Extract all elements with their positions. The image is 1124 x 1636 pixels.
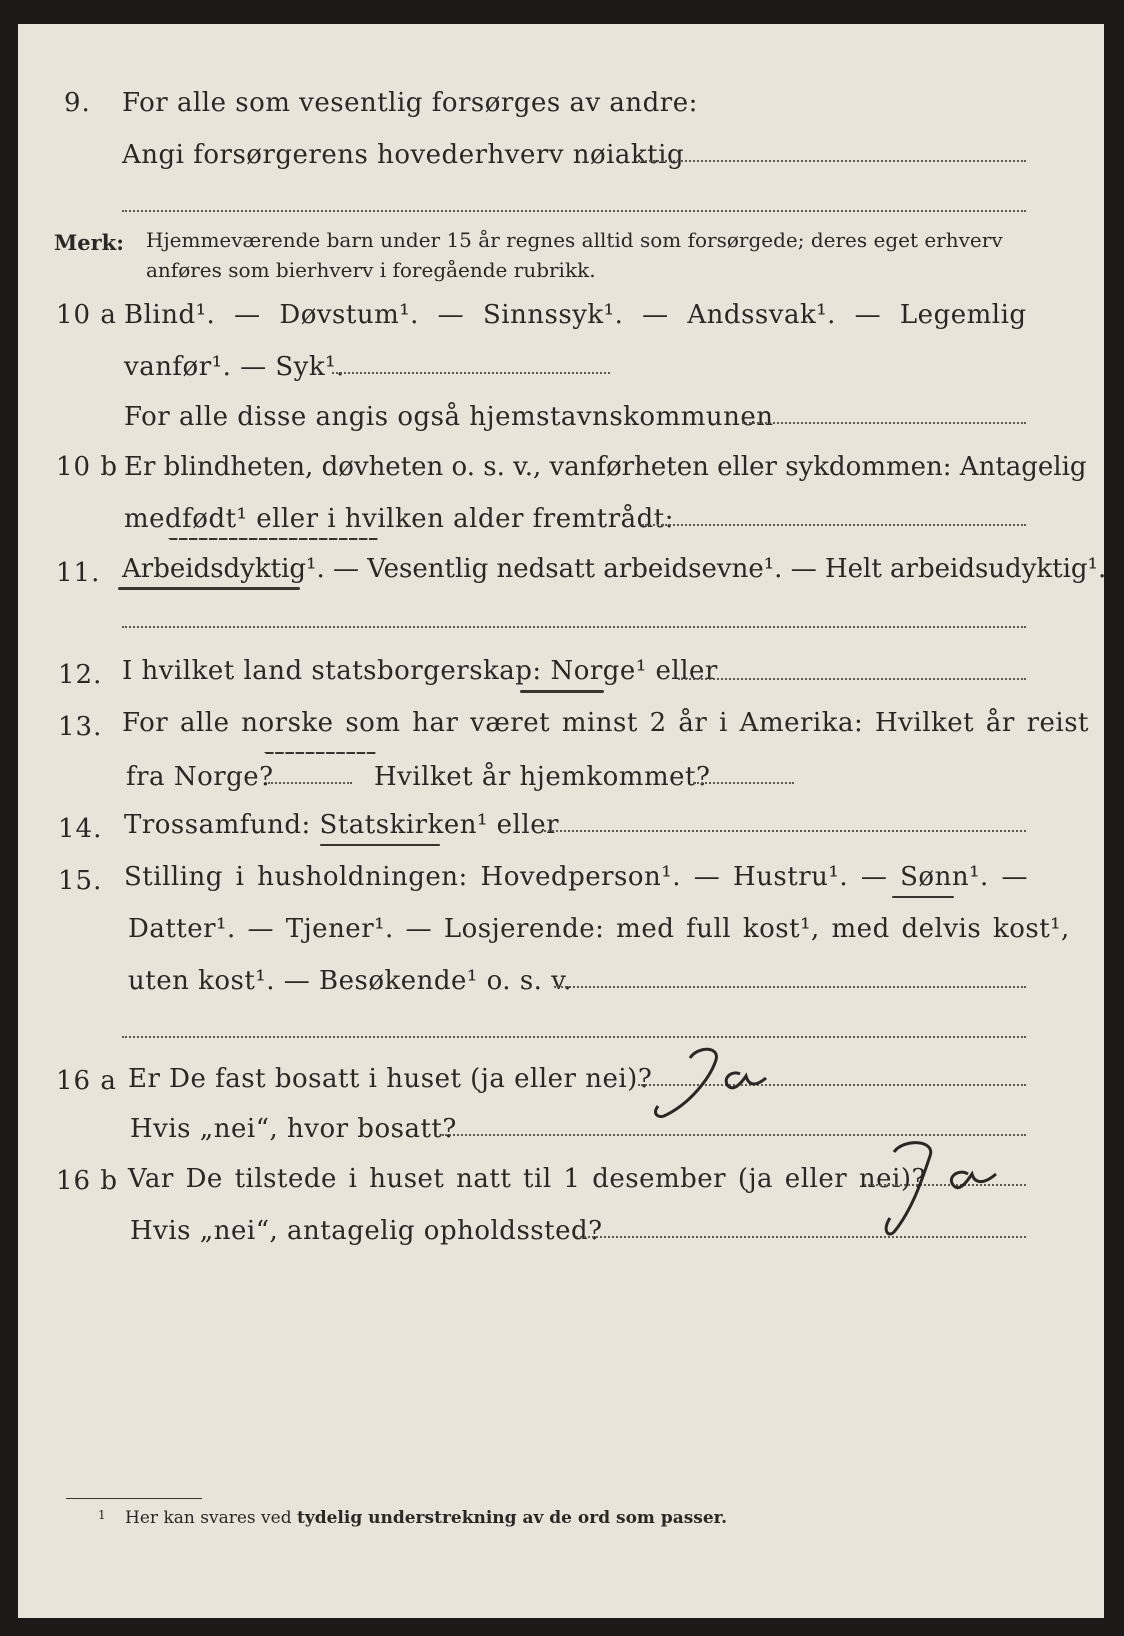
footnote-rule (66, 1498, 202, 1499)
question-number-16b: 16 b (56, 1166, 118, 1196)
q10a-line2: vanfør¹. — Syk¹. (124, 352, 345, 382)
q10b-line2: medfødt¹ eller i hvilken alder fremtrådt: (124, 504, 674, 534)
question-number-11: 11. (56, 558, 101, 588)
q16a-answer-glyph (650, 1044, 780, 1124)
q16a-line1: Er De fast bosatt i huset (ja eller nei)? (128, 1064, 653, 1094)
q14-underline-statskirken (320, 844, 440, 846)
census-form-page (18, 24, 1107, 1618)
merk-line1: Hjemmeværende barn under 15 år regnes alltid som forsørgede; deres eget erhverv (146, 228, 1003, 252)
question-number-10a: 10 a (56, 300, 117, 330)
q12-underline-norge (520, 690, 604, 693)
q12-answer-line (678, 678, 1026, 680)
q10b-handwritten-mark (168, 538, 378, 540)
q16a-line2: Hvis „nei“, hvor bosatt? (130, 1114, 457, 1144)
q16b-line2: Hvis „nei“, antagelig opholdssted? (130, 1216, 603, 1246)
q9-answer-line (638, 160, 1026, 162)
merk-label: Merk: (54, 230, 124, 255)
q9-answer-line-2 (122, 210, 1026, 212)
q10a-line3: For alle disse angis også hjemstavnskommunen (124, 402, 774, 432)
merk-line2: anføres som bierhverv i foregående rubrikk. (146, 258, 596, 282)
q16b-handwritten-answer (864, 1134, 1004, 1248)
q14-line1: Trossamfund: Statskirken¹ eller (124, 810, 560, 840)
q13-handwritten-mark (264, 752, 376, 754)
q13-line2b: Hvilket år hjemkommet? (374, 762, 711, 792)
q13-answer-line-reist (268, 782, 352, 784)
q13-answer-line-hjem (694, 782, 794, 784)
q11-underline-arbeidsdyktig (118, 587, 300, 590)
q11-line1: Arbeidsdyktig¹. — Vesentlig nedsatt arbeidsevne¹. — Helt arbeidsudyktig¹. (122, 554, 1107, 584)
q13-line2a: fra Norge? (126, 762, 274, 792)
q15-line1: Stilling i husholdningen: Hovedperson¹. — Hustru¹. — Sønn¹. — (124, 862, 1029, 892)
q16b-answer-glyph (864, 1134, 1004, 1244)
q10b-line1: Er blindheten, døvheten o. s. v., vanførheten eller sykdommen: Antagelig (124, 452, 1087, 482)
q10a-line1: Blind¹. — Døvstum¹. — Sinnssyk¹. — Andssvak¹. — Legemlig (124, 300, 1027, 330)
question-number-16a: 16 a (56, 1066, 117, 1096)
q14-answer-line (544, 830, 1026, 832)
footnote-mark: 1 (98, 1508, 106, 1522)
footnote-bold-text: tydelig understrekning av de ord som passer. (296, 1508, 727, 1528)
question-number-14: 14. (58, 814, 103, 844)
q16a-handwritten-answer (650, 1044, 780, 1128)
q15-answer-line-2 (122, 1036, 1026, 1038)
q10b-answer-line (642, 524, 1026, 526)
q16b-answer-line-2 (576, 1236, 1026, 1238)
footnote-text: Her kan svares ved (125, 1508, 292, 1528)
question-number-9: 9. (64, 88, 91, 118)
footnote (98, 1508, 727, 1528)
q15-line2: Datter¹. — Tjener¹. — Losjerende: med full kost¹, med delvis kost¹, (128, 914, 1070, 944)
q11-answer-line (122, 626, 1026, 628)
q13-line1: For alle norske som har været minst 2 år i Amerika: Hvilket år reist (122, 708, 1089, 738)
q16b-line1: Var De tilstede i huset natt til 1 desember (ja eller nei)? (128, 1164, 926, 1194)
question-number-15: 15. (58, 866, 103, 896)
question-number-13: 13. (58, 712, 103, 742)
q9-line1: For alle som vesentlig forsørges av andre: (122, 88, 698, 118)
question-number-10b: 10 b (56, 452, 118, 482)
q10a-answer-line-2 (742, 422, 1026, 424)
q10a-answer-line (332, 372, 610, 374)
q15-underline-sonn (892, 896, 954, 898)
q15-line3: uten kost¹. — Besøkende¹ o. s. v. (128, 966, 573, 996)
q15-answer-line (554, 986, 1026, 988)
q9-line2: Angi forsørgerens hovederhverv nøiaktig (122, 140, 685, 170)
q12-line1: I hvilket land statsborgerskap: Norge¹ eller (122, 656, 718, 686)
question-number-12: 12. (58, 660, 103, 690)
